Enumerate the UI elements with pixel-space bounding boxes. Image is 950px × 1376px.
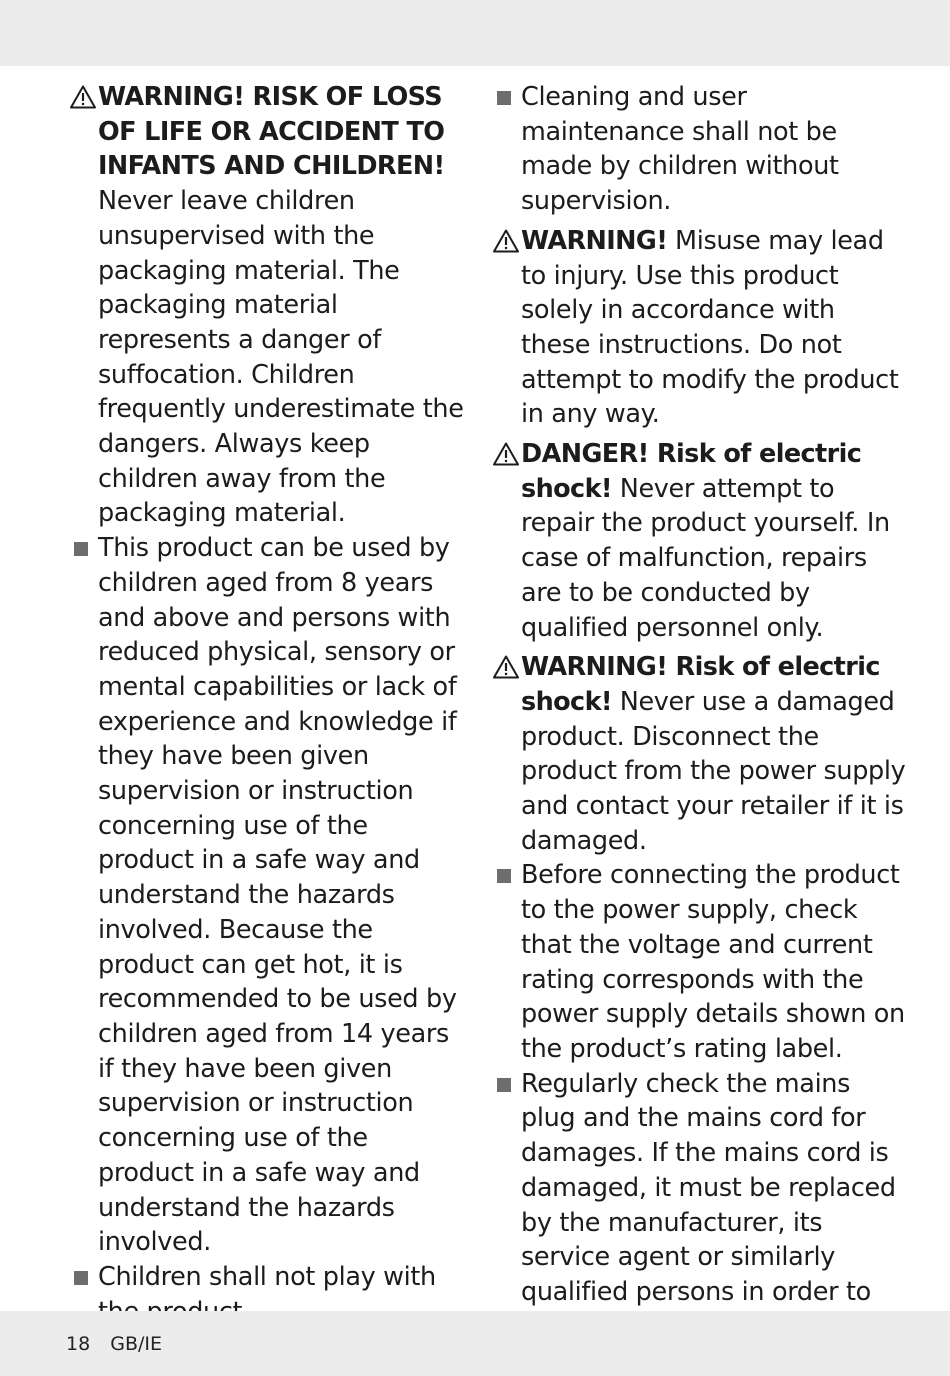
header-band bbox=[0, 0, 950, 66]
danger-text: Never attempt to repair the product yourself. In case of malfunction, repairs are to be conducted by qualified personnel only. bbox=[521, 473, 890, 643]
square-bullet-icon bbox=[74, 1271, 88, 1285]
danger-heading: DANGER! Risk of electric shock! bbox=[521, 439, 862, 504]
warning-marker bbox=[492, 224, 516, 259]
warning-marker bbox=[492, 437, 516, 472]
warning-triangle-icon bbox=[492, 228, 520, 254]
bullet-text: Regularly check the mains plug and the mains cord for damages. If the mains cord is damaged, it must be replaced by the manufacturer, its service agent or similarly qualified persons in order to bbox=[521, 1068, 896, 1307]
square-bullet-icon bbox=[74, 542, 88, 556]
bullet-item-cleaning bbox=[489, 80, 909, 219]
warning-entry-misuse bbox=[489, 224, 909, 432]
danger-entry-electric-shock bbox=[489, 437, 909, 645]
warning-heading: WARNING! Risk of electric shock! bbox=[521, 652, 880, 717]
bullet-text: Before connecting the product to the power supply, check that the voltage and current rating corresponds with the power supply details shown on the product’s rating label. bbox=[521, 860, 905, 1064]
square-bullet-icon bbox=[497, 1078, 511, 1092]
warning-marker bbox=[69, 80, 93, 115]
square-bullet-icon bbox=[497, 91, 511, 105]
bullet-marker bbox=[69, 1260, 93, 1295]
warning-text: Never use a damaged product. Disconnect the product from the power supply and contact your retailer if it is damaged. bbox=[521, 686, 906, 856]
warning-text: Never leave children unsupervised with the packaging material. The packaging material represents a danger of suffocation. Children frequently underestimate the dangers. Always keep children away from the packaging material. bbox=[98, 186, 464, 529]
page-number: 18 bbox=[66, 1333, 91, 1355]
warning-triangle-icon bbox=[492, 654, 520, 680]
left-column bbox=[66, 80, 466, 1329]
warning-marker bbox=[492, 650, 516, 685]
bullet-item-usage-age bbox=[66, 531, 466, 1260]
bullet-item-power-supply-check bbox=[489, 858, 909, 1066]
warning-triangle-icon bbox=[492, 441, 520, 467]
warning-triangle-icon bbox=[69, 84, 97, 110]
bullet-marker bbox=[492, 80, 516, 115]
locale-label: GB/IE bbox=[110, 1333, 163, 1355]
bullet-text: Children shall not play with bbox=[98, 1261, 436, 1292]
bullet-marker bbox=[492, 1067, 516, 1102]
square-bullet-icon bbox=[497, 869, 511, 883]
bullet-text: Cleaning and user maintenance shall not be made by children without supervision. bbox=[521, 82, 839, 217]
warning-entry-children bbox=[66, 80, 466, 531]
warning-text: Misuse may lead to injury. Use this product solely in accordance with these instructions. Do not attempt to modify the product in any way. bbox=[521, 225, 899, 430]
warning-heading: WARNING! RISK OF LOSS OF LIFE OR ACCIDENT TO INFANTS AND CHILDREN! bbox=[98, 82, 445, 182]
warning-entry-damaged-product bbox=[489, 650, 909, 858]
right-column bbox=[489, 80, 909, 1344]
bullet-item-mains-cord-check bbox=[489, 1067, 909, 1345]
footer bbox=[66, 1333, 162, 1355]
bullet-marker bbox=[69, 531, 93, 566]
bullet-text: This product can be used by children aged from 8 years and above and persons with reduced physical, sensory or mental capabilities or lack of experience and knowledge if they have been given supervision or instruction concerning use of the product in a safe way and understand the hazards involved. Because the product can get hot, it is recommended to be used by children aged from 14 years if they have been given supervision or instruction concerning use of the product in a safe way and understand the hazards involved. bbox=[98, 533, 457, 1258]
bullet-marker bbox=[492, 858, 516, 893]
warning-heading: WARNING! bbox=[521, 225, 668, 256]
